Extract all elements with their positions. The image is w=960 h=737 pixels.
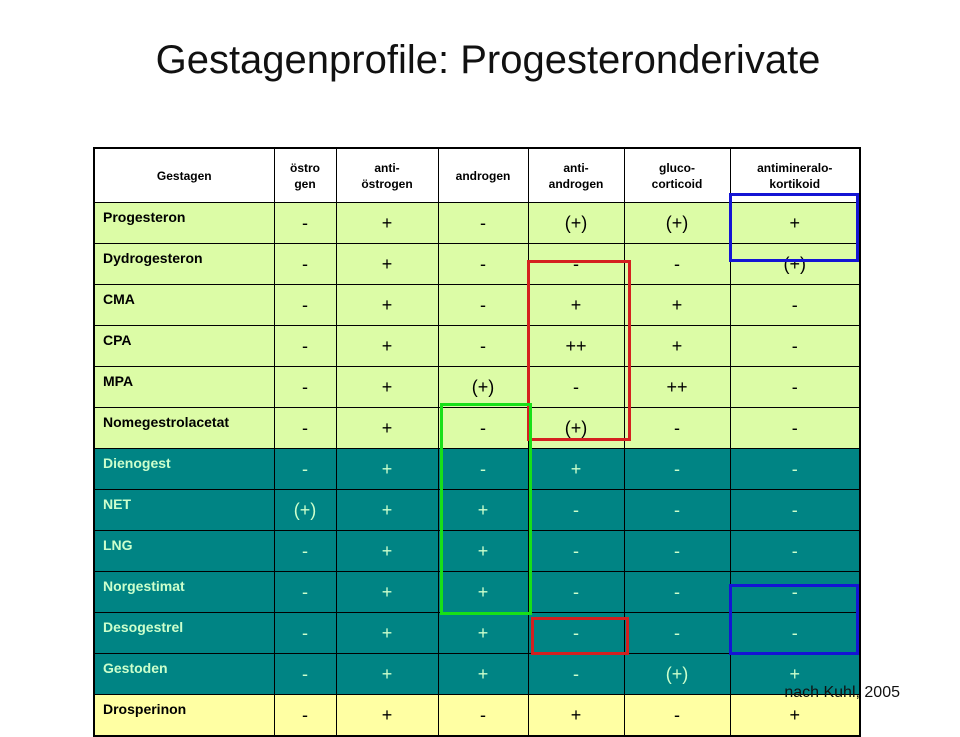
value-cell: + <box>438 613 528 654</box>
value-cell: + <box>730 654 860 695</box>
value-cell: - <box>274 203 336 244</box>
page-title: Gestagenprofile: Progesteronderivate <box>155 38 821 82</box>
value-cell: - <box>274 572 336 613</box>
value-cell: (+) <box>624 203 730 244</box>
gestagen-name-cell: Norgestimat <box>94 572 274 613</box>
value-cell: - <box>274 408 336 449</box>
gestagen-name-cell: CMA <box>94 285 274 326</box>
value-cell: + <box>336 531 438 572</box>
value-cell: + <box>624 285 730 326</box>
value-cell: - <box>624 490 730 531</box>
gestagen-name-cell: LNG <box>94 531 274 572</box>
gestagen-name-cell: MPA <box>94 367 274 408</box>
gestagen-profile-table <box>93 147 861 737</box>
value-cell: - <box>624 531 730 572</box>
value-cell: - <box>730 408 860 449</box>
value-cell: - <box>438 408 528 449</box>
value-cell: - <box>624 572 730 613</box>
table-row <box>94 203 860 244</box>
value-cell: - <box>274 326 336 367</box>
value-cell: + <box>438 572 528 613</box>
header-gestagen: Gestagen <box>94 148 274 203</box>
table-row <box>94 654 860 695</box>
header-oestrogen: östro gen <box>274 148 336 203</box>
value-cell: + <box>336 695 438 737</box>
value-cell: + <box>336 203 438 244</box>
value-cell: - <box>438 449 528 490</box>
value-cell: - <box>624 695 730 737</box>
value-cell: - <box>730 449 860 490</box>
value-cell: - <box>624 244 730 285</box>
value-cell: ++ <box>528 326 624 367</box>
value-cell: - <box>274 531 336 572</box>
value-cell: - <box>528 490 624 531</box>
value-cell: + <box>730 695 860 737</box>
gestagen-name-cell: CPA <box>94 326 274 367</box>
value-cell: + <box>438 654 528 695</box>
table-row <box>94 244 860 285</box>
value-cell: - <box>730 285 860 326</box>
value-cell: + <box>336 654 438 695</box>
value-cell: - <box>730 490 860 531</box>
value-cell: - <box>624 449 730 490</box>
value-cell: - <box>730 367 860 408</box>
value-cell: + <box>336 449 438 490</box>
gestagen-name-cell: Dienogest <box>94 449 274 490</box>
value-cell: - <box>730 531 860 572</box>
value-cell: + <box>624 326 730 367</box>
value-cell: + <box>528 285 624 326</box>
value-cell: - <box>624 408 730 449</box>
header-anti-oestrogen: anti- östrogen <box>336 148 438 203</box>
value-cell: ++ <box>624 367 730 408</box>
table-row <box>94 490 860 531</box>
value-cell: (+) <box>730 244 860 285</box>
source-citation: nach Kuhl, 2005 <box>784 684 900 701</box>
value-cell: - <box>438 203 528 244</box>
gestagen-name-cell: Dydrogesteron <box>94 244 274 285</box>
value-cell: + <box>730 203 860 244</box>
value-cell: + <box>438 490 528 531</box>
value-cell: + <box>336 613 438 654</box>
gestagen-name-cell: Drosperinon <box>94 695 274 737</box>
value-cell: - <box>274 654 336 695</box>
value-cell: + <box>336 285 438 326</box>
header-androgen: androgen <box>438 148 528 203</box>
value-cell: - <box>438 326 528 367</box>
header-anti-androgen: anti- androgen <box>528 148 624 203</box>
table-row <box>94 326 860 367</box>
table-row <box>94 408 860 449</box>
value-cell: + <box>336 490 438 531</box>
value-cell: - <box>274 367 336 408</box>
value-cell: - <box>624 613 730 654</box>
value-cell: - <box>274 244 336 285</box>
value-cell: - <box>730 572 860 613</box>
value-cell: - <box>528 572 624 613</box>
header-glucocorticoid: gluco- corticoid <box>624 148 730 203</box>
value-cell: + <box>336 572 438 613</box>
value-cell: - <box>274 695 336 737</box>
value-cell: + <box>336 326 438 367</box>
value-cell: - <box>528 531 624 572</box>
value-cell: - <box>274 285 336 326</box>
value-cell: - <box>730 326 860 367</box>
value-cell: - <box>528 367 624 408</box>
value-cell: (+) <box>528 203 624 244</box>
value-cell: + <box>528 695 624 737</box>
value-cell: - <box>528 244 624 285</box>
gestagen-name-cell: Gestoden <box>94 654 274 695</box>
value-cell: - <box>438 285 528 326</box>
table-row <box>94 449 860 490</box>
value-cell: - <box>438 244 528 285</box>
value-cell: (+) <box>438 367 528 408</box>
table-row <box>94 613 860 654</box>
value-cell: - <box>274 613 336 654</box>
header-antimineralokortikoid: antimineralo- kortikoid <box>730 148 860 203</box>
table-row <box>94 695 860 737</box>
header-row <box>94 148 860 203</box>
value-cell: - <box>528 654 624 695</box>
table-row <box>94 531 860 572</box>
value-cell: + <box>336 367 438 408</box>
value-cell: + <box>438 531 528 572</box>
value-cell: + <box>528 449 624 490</box>
value-cell: (+) <box>528 408 624 449</box>
value-cell: (+) <box>624 654 730 695</box>
value-cell: (+) <box>274 490 336 531</box>
gestagen-name-cell: Progesteron <box>94 203 274 244</box>
table-row <box>94 367 860 408</box>
gestagen-name-cell: Desogestrel <box>94 613 274 654</box>
table-row <box>94 572 860 613</box>
gestagen-name-cell: NET <box>94 490 274 531</box>
table-row <box>94 285 860 326</box>
value-cell: - <box>274 449 336 490</box>
value-cell: - <box>730 613 860 654</box>
value-cell: + <box>336 408 438 449</box>
value-cell: - <box>528 613 624 654</box>
value-cell: + <box>336 244 438 285</box>
value-cell: - <box>438 695 528 737</box>
gestagen-name-cell: Nomegestrolacetat <box>94 408 274 449</box>
